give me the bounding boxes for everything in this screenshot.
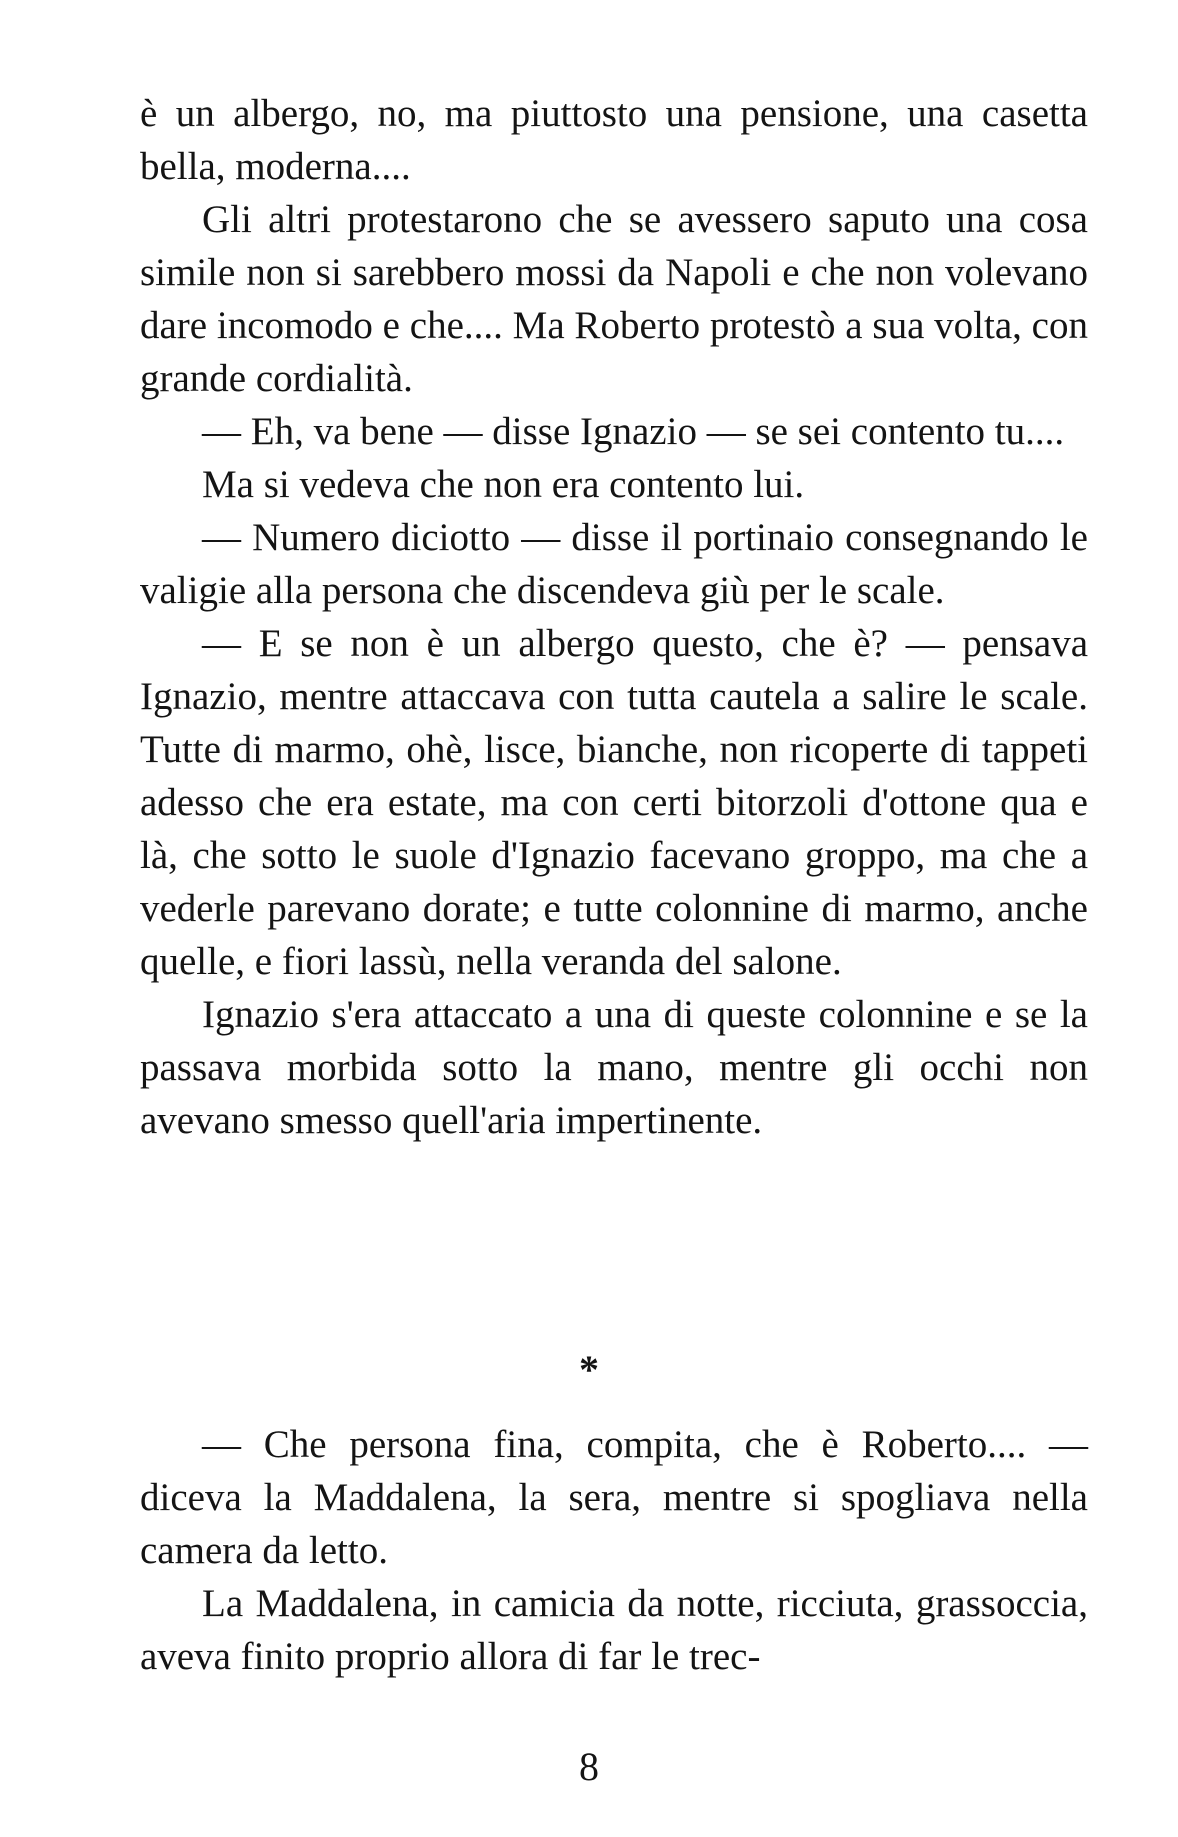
paragraph: — Numero diciotto — disse il portinaio consegnando le valigie alla persona che discendeva giù per le scale. bbox=[140, 516, 1088, 612]
paragraph: è un albergo, no, ma piuttosto una pensione, una casetta bella, moderna.... bbox=[140, 92, 1088, 188]
paragraph: Ignazio s'era attaccato a una di queste colonnine e se la passava morbida sotto la mano, mentre gli occhi non avevano smesso quell'aria impertinente. bbox=[140, 993, 1088, 1142]
paragraph: — E se non è un albergo questo, che è? — pensava Ignazio, mentre attaccava con tutta cautela a salire le scale. Tutte di marmo, ohè, lisce, bianche, non ricoperte di tappeti adesso che era estate, ma con certi bitorzoli d'ottone qua e là, che sotto le suole d'Ignazio facevano groppo, ma che a vederle parevano dorate; e tutte colonnine di marmo, anche quelle, e fiori lassù, nella veranda del salone. bbox=[140, 622, 1088, 983]
page-number: 8 bbox=[579, 1744, 599, 1789]
paragraph: La Maddalena, in camicia da notte, ricciuta, grassoccia, aveva finito proprio allora di far le trec- bbox=[140, 1582, 1088, 1678]
paragraph: — Che persona fina, compita, che è Roberto.... — diceva la Maddalena, la sera, mentre si spogliava nella camera da letto. bbox=[140, 1423, 1088, 1572]
paragraph: Gli altri protestarono che se avessero saputo una cosa simile non si sarebbero mossi da Napoli e che non volevano dare incomodo e che.... Ma Roberto protestò a sua volta, con grande cordialità. bbox=[140, 198, 1088, 400]
text-block-bottom bbox=[140, 1418, 1088, 1683]
paragraph: Ma si vedeva che non era contento lui. bbox=[202, 463, 805, 506]
paragraph: — Eh, va bene — disse Ignazio — se sei contento tu.... bbox=[202, 410, 1065, 453]
text-block-top bbox=[140, 87, 1088, 1147]
section-separator: * bbox=[579, 1347, 599, 1392]
